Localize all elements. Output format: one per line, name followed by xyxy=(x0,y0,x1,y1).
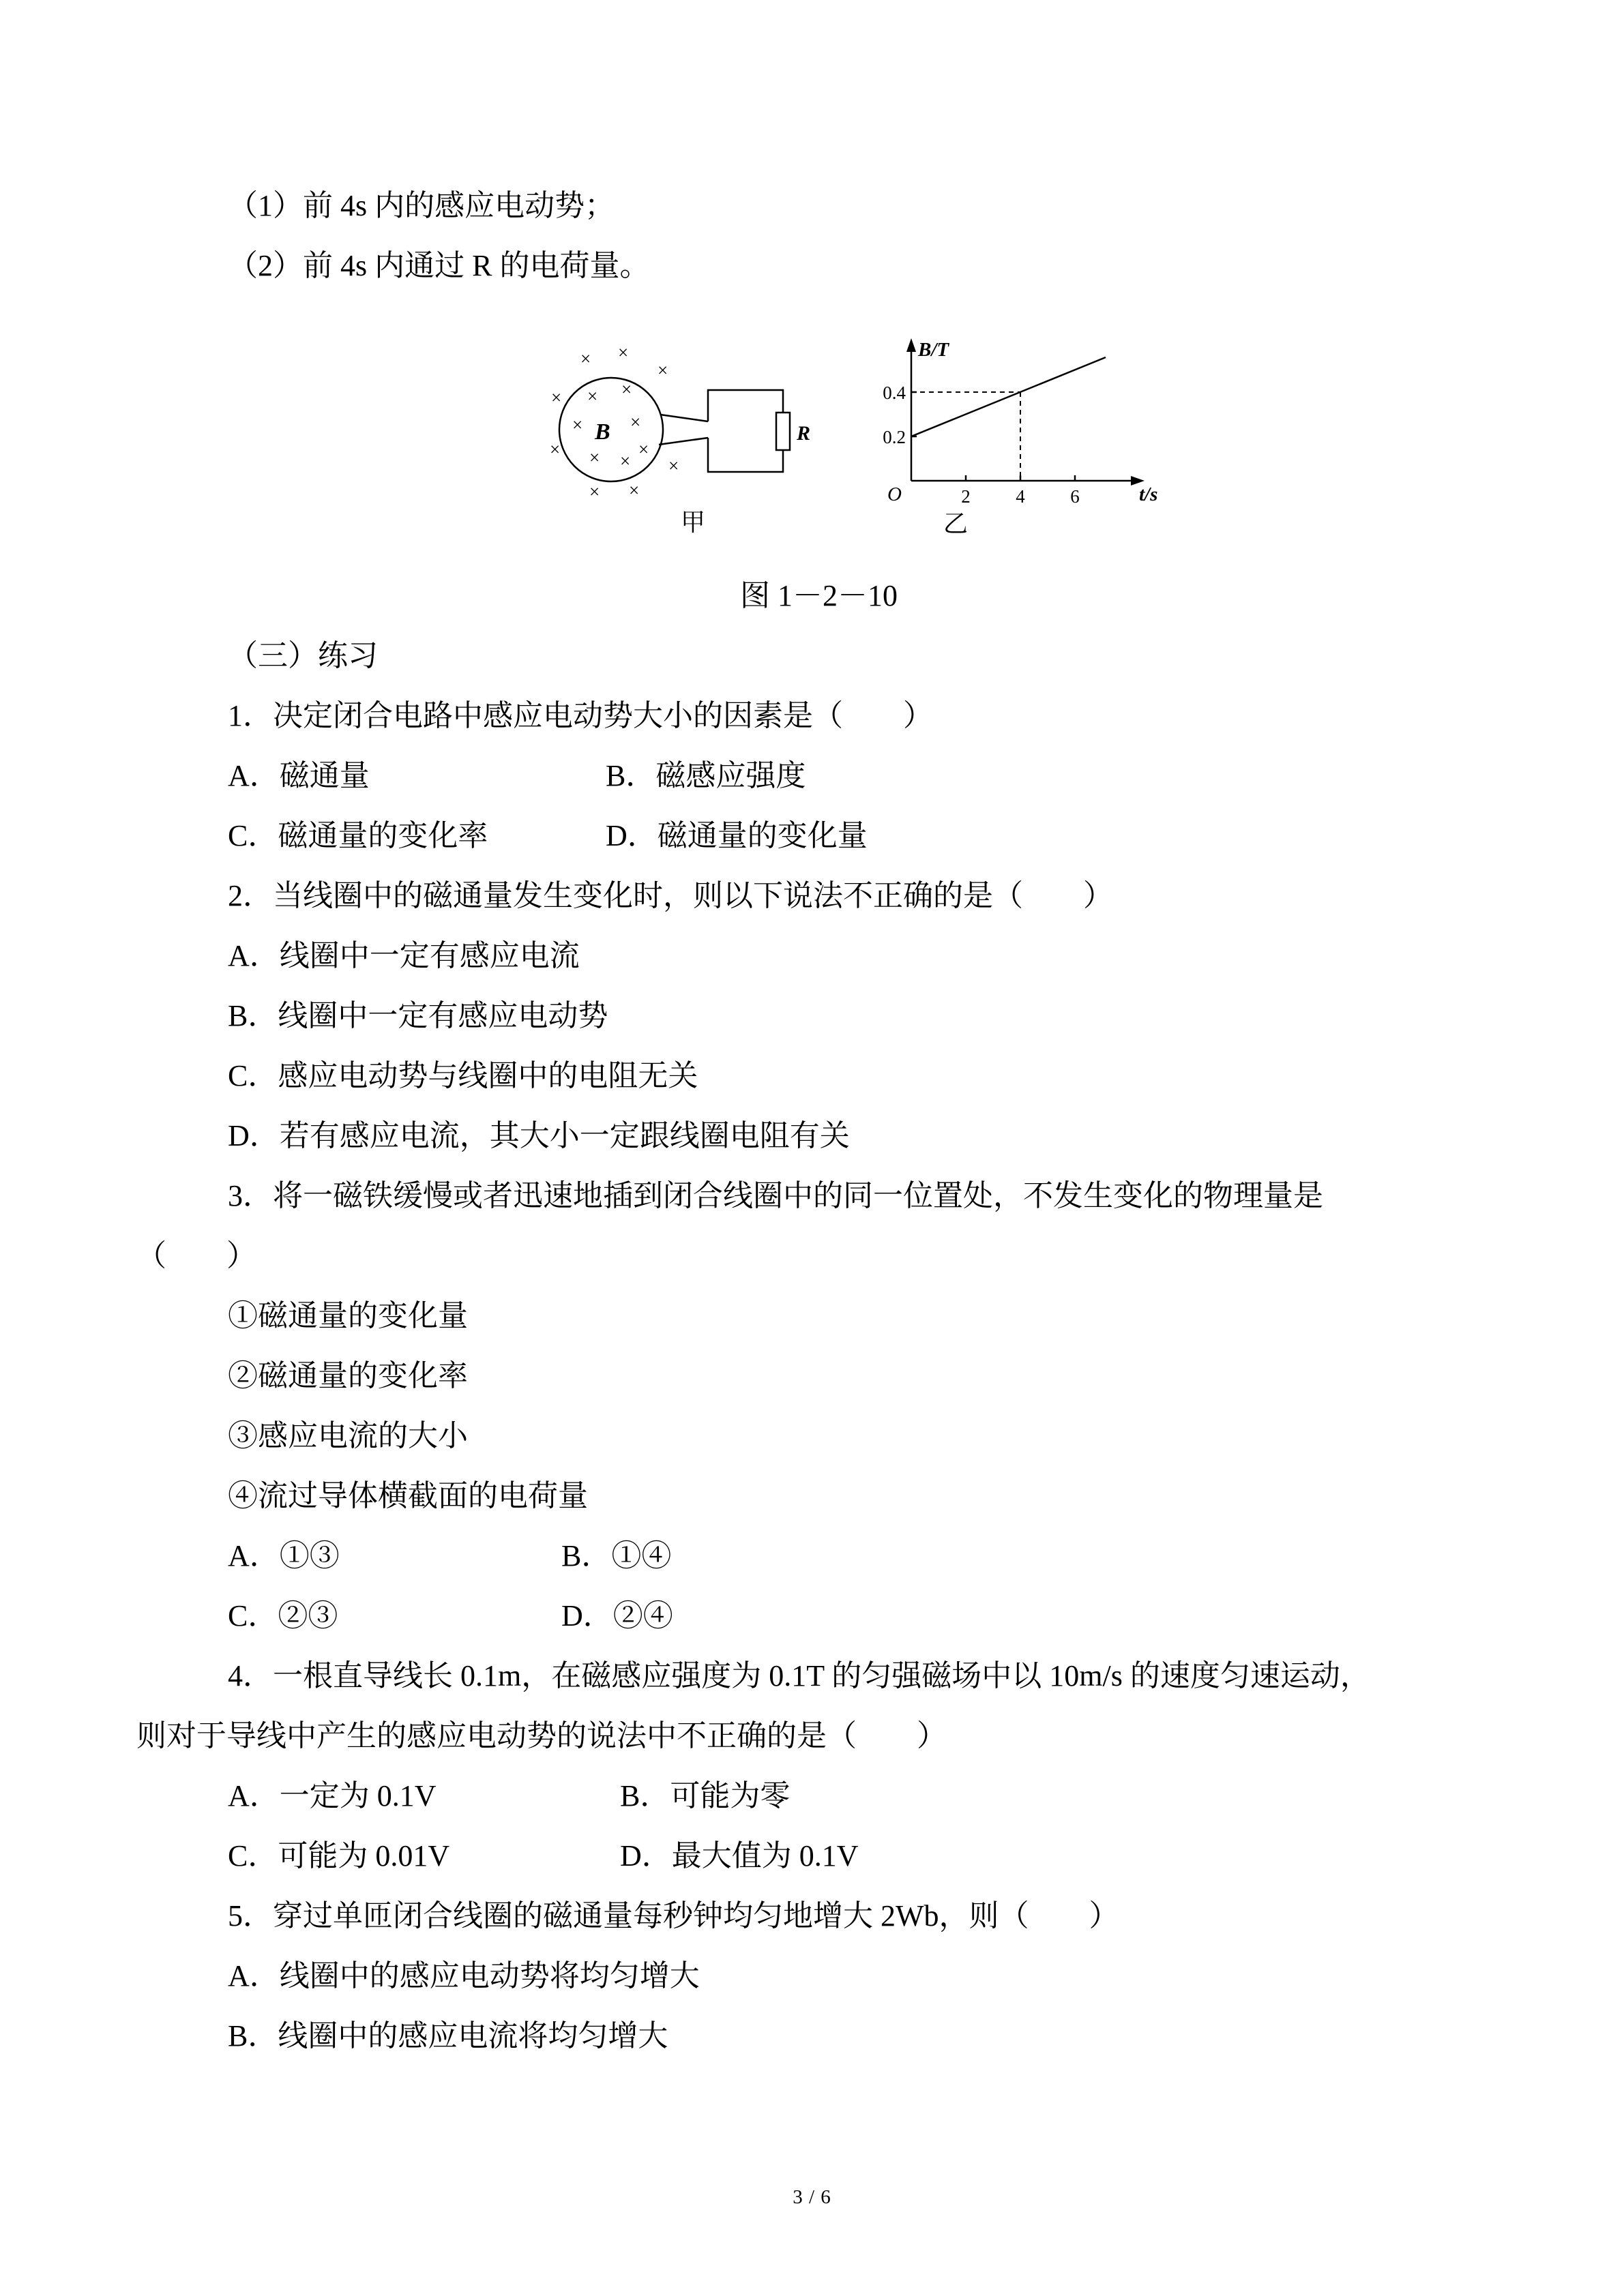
question-4-options-cd xyxy=(136,1826,1501,1886)
question-4-option-d: D．最大值为 0.1V xyxy=(620,1839,859,1873)
field-cross-icon: × xyxy=(619,451,630,471)
question-1-option-c: C．磁通量的变化率 xyxy=(228,819,488,852)
question-3-option-a: A．①③ xyxy=(228,1539,340,1572)
question-4-stem-line-1: 4．一根直导线长 0.1m，在磁感应强度为 0.1T 的匀强磁场中以 10m/s 的速度匀速运动， xyxy=(228,1659,1370,1693)
question-3-option-c: C．②③ xyxy=(228,1599,338,1632)
question-5-stem: 5．穿过单匝闭合线圈的磁通量每秒钟均匀地增大 2Wb，则（ ） xyxy=(228,1899,1119,1933)
question-1-stem: 1．决定闭合电路中感应电动势大小的因素是（ ） xyxy=(228,699,933,732)
graph-caption-yi: 乙 xyxy=(943,510,968,537)
question-3-options-cd xyxy=(136,1586,1501,1646)
question-2-stem: 2．当线圈中的磁通量发生变化时，则以下说法不正确的是（ ） xyxy=(228,879,1113,912)
question-1-option-a: A．磁通量 xyxy=(228,759,370,792)
question-3-item-2: ②磁通量的变化率 xyxy=(228,1359,468,1392)
section-title: （三）练习 xyxy=(228,639,378,672)
y-tick-02-label: 0.2 xyxy=(882,427,906,447)
b-t-line xyxy=(911,357,1106,436)
question-4-stem-line-2: 则对于导线中产生的感应电动势的说法中不正确的是（ ） xyxy=(136,1719,947,1753)
question-2-option-b: B．线圈中一定有感应电动势 xyxy=(228,999,608,1032)
prelude-item-2: （2）前 4s 内通过 R 的电荷量。 xyxy=(228,249,650,282)
field-cross-icon: × xyxy=(589,447,600,468)
circuit-diagram xyxy=(529,327,816,539)
field-cross-icon: × xyxy=(580,348,591,369)
question-2-option-c: C．感应电动势与线圈中的电阻无关 xyxy=(228,1059,698,1092)
field-cross-icon: × xyxy=(617,342,628,363)
question-2-option-a: A．线圈中一定有感应电流 xyxy=(228,939,580,972)
y-axis-label: B/T xyxy=(917,339,949,361)
page-number: 3 / 6 xyxy=(793,2186,831,2208)
question-4-option-a: A．一定为 0.1V xyxy=(228,1779,437,1813)
field-b-label: B xyxy=(594,419,610,445)
loop-top xyxy=(708,390,783,421)
question-3-item-3: ③感应电流的大小 xyxy=(228,1419,468,1452)
x-tick-4-label: 4 xyxy=(1015,486,1025,507)
y-tick-04-label: 0.4 xyxy=(882,383,906,403)
field-cross-icon: × xyxy=(668,456,679,476)
x-tick-6-label: 6 xyxy=(1069,486,1080,507)
x-axis-label: t/s xyxy=(1138,483,1157,505)
field-cross-icon: × xyxy=(549,439,560,460)
question-5-option-b: B．线圈中的感应电流将均匀增大 xyxy=(228,2019,668,2053)
field-cross-icon: × xyxy=(657,360,668,381)
question-4-option-b: B．可能为零 xyxy=(620,1779,791,1813)
figure-caption: 图 1－2－10 xyxy=(740,579,898,612)
field-cross-icon: × xyxy=(628,480,639,501)
question-1-option-d: D．磁通量的变化量 xyxy=(606,819,868,852)
question-3-stem-line-1: 3．将一磁铁缓慢或者迅速地插到闭合线圈中的同一位置处，不发生变化的物理量是 xyxy=(228,1179,1323,1212)
question-3-option-b: B．①④ xyxy=(561,1539,672,1572)
field-cross-icon: × xyxy=(638,439,649,460)
field-cross-icon: × xyxy=(572,415,582,435)
question-3-option-d: D．②④ xyxy=(561,1599,673,1632)
circuit-caption-jia: 甲 xyxy=(680,509,705,536)
wire-top xyxy=(660,415,708,421)
resistor-symbol xyxy=(776,413,790,450)
question-3-item-4: ④流过导体横截面的电荷量 xyxy=(228,1479,588,1512)
y-axis-arrow xyxy=(906,338,916,352)
field-cross-icon: × xyxy=(630,412,640,432)
question-1-option-b: B．磁感应强度 xyxy=(606,759,806,792)
prelude-item-1: （1）前 4s 内的感应电动势； xyxy=(228,189,615,222)
wire-bottom xyxy=(659,438,708,445)
figure-1-2-10 xyxy=(164,327,1529,539)
field-cross-icon: × xyxy=(621,379,632,400)
question-5-option-a: A．线圈中的感应电动势将均匀增大 xyxy=(228,1959,700,1993)
question-1-options-ab xyxy=(136,746,1501,806)
field-cross-icon: × xyxy=(550,387,561,408)
x-tick-2-label: 2 xyxy=(960,486,971,507)
field-cross-icon: × xyxy=(589,481,600,502)
question-4-option-c: C．可能为 0.01V xyxy=(228,1839,450,1873)
question-1-options-cd xyxy=(136,806,1501,866)
origin-label: O xyxy=(887,483,902,505)
question-3-options-ab xyxy=(136,1526,1501,1586)
resistor-r-label: R xyxy=(796,422,810,445)
field-cross-icon: × xyxy=(587,386,597,406)
b-t-graph xyxy=(863,327,1164,539)
question-3-item-1: ①磁通量的变化量 xyxy=(228,1299,468,1332)
loop-bottom xyxy=(708,438,783,472)
question-2-option-d: D．若有感应电流，其大小一定跟线圈电阻有关 xyxy=(228,1119,850,1152)
question-3-stem-line-2: （ ） xyxy=(136,1239,256,1272)
question-4-options-ab xyxy=(136,1766,1501,1826)
